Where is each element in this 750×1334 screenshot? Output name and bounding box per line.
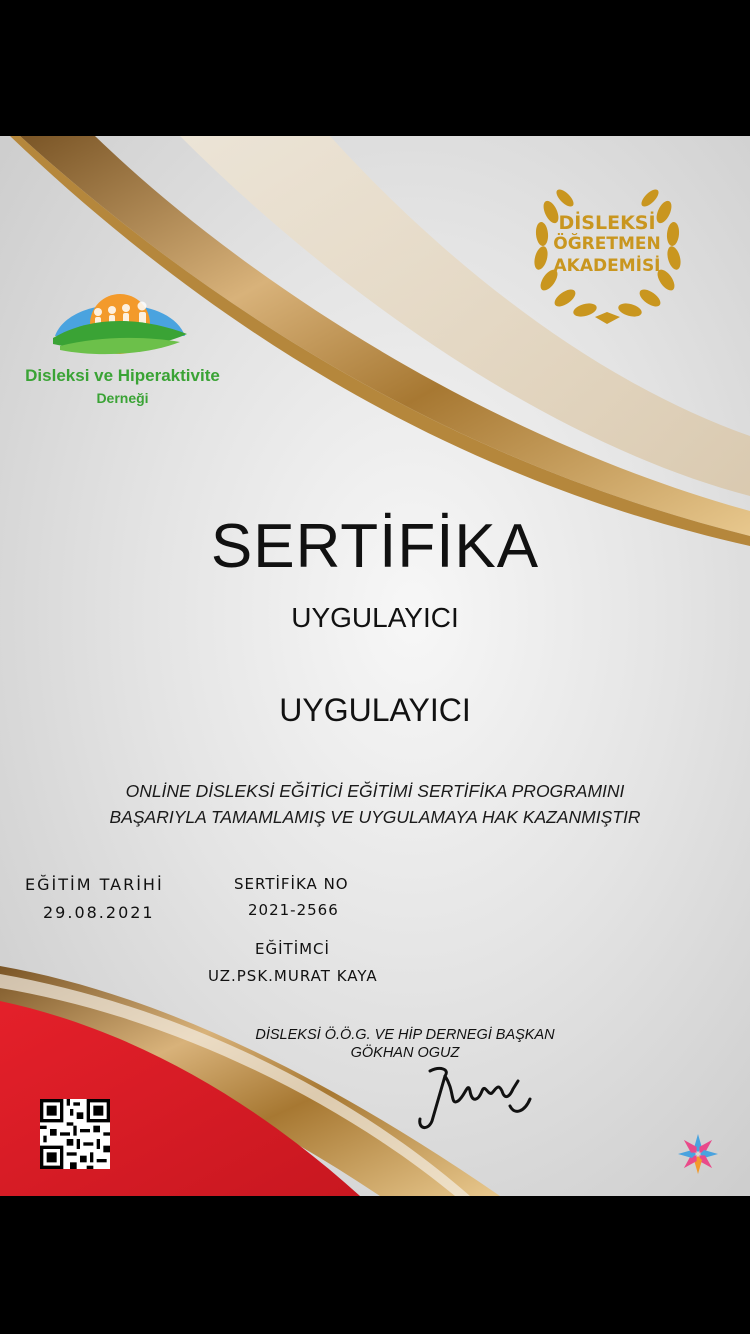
certificate-no-label: SERTİFİKA NO — [234, 875, 349, 893]
certificate-subtitle: UYGULAYICI — [291, 602, 459, 633]
president-title: DİSLEKSİ Ö.Ö.G. VE HİP DERNEGİ BAŞKAN — [255, 1027, 555, 1043]
flower-emblem-icon — [675, 1131, 721, 1177]
academy-seal-line3: AKADEMİSİ — [553, 256, 661, 276]
academy-seal-line1: DİSLEKSİ — [558, 212, 656, 234]
president-name: GÖKHAN OGUZ — [350, 1045, 460, 1061]
trainer-name: UZ.PSK.MURAT KAYA — [208, 967, 378, 985]
recipient-name: UYGULAYICI — [279, 692, 471, 728]
statement-line-2: BAŞARIYLA TAMAMLAMIŞ VE UYGULAMAYA HAK KAZANMIŞTIR — [109, 807, 641, 827]
statement-line-1: ONLİNE DİSLEKSİ EĞİTİCİ EĞİTİMİ SERTİFİKA PROGRAMINI — [125, 781, 625, 801]
signature — [410, 1061, 540, 1136]
training-date-label: EĞİTİM TARİHİ — [25, 875, 164, 894]
trainer-label: EĞİTİMCİ — [255, 940, 330, 958]
academy-seal-line2: ÖĞRETMEN — [553, 234, 661, 254]
certificate — [0, 136, 750, 1196]
qr-code — [40, 1099, 110, 1169]
organization-subname: Derneği — [96, 390, 149, 406]
certificate-no-value: 2021-2566 — [248, 901, 339, 919]
association-logo — [50, 286, 190, 361]
certificate-title: SERTİFİKA — [210, 512, 540, 581]
organization-name: Disleksi ve Hiperaktivite — [25, 366, 220, 385]
training-date-value: 29.08.2021 — [43, 903, 155, 922]
